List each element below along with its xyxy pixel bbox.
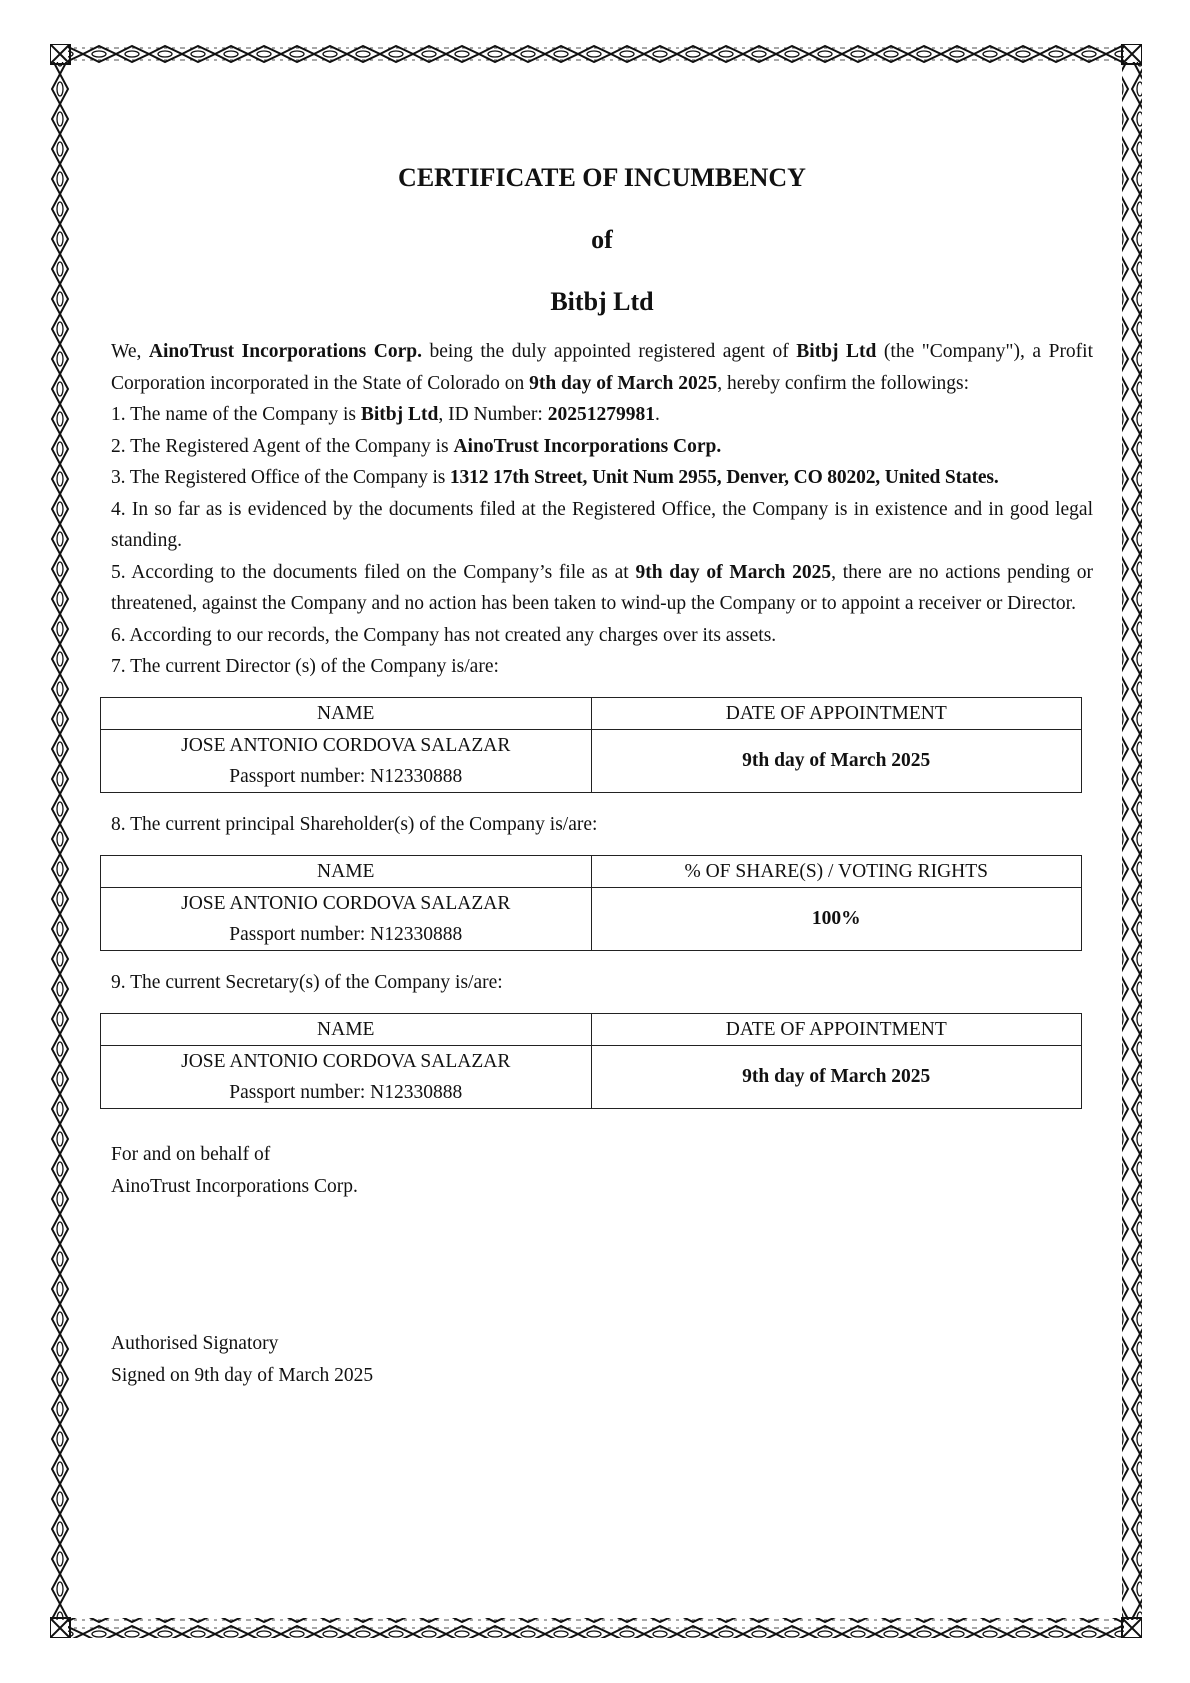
table-header-name: NAME: [101, 855, 592, 888]
table-row: [101, 888, 1082, 951]
shareholders-table: [100, 855, 1082, 952]
agent-name: AinoTrust Incorporations Corp.: [111, 1175, 358, 1197]
signature-space: [111, 1202, 1093, 1328]
company-heading: Bitbj Ltd: [550, 287, 654, 316]
item-7: 7. The current Director (s) of the Company is/are:: [111, 656, 499, 677]
of-line: of: [591, 225, 613, 254]
shareholder-name-cell: JOSE ANTONIO CORDOVA SALAZAR Passport number: N12330888: [101, 888, 592, 951]
signed-date: Signed on 9th day of March 2025: [111, 1364, 374, 1386]
table-header-name: NAME: [101, 1013, 592, 1046]
on-behalf-label: For and on behalf of: [111, 1144, 271, 1165]
item-5: 5. According to the documents filed on the Company’s file as at 9th day of March 2025, there are no actions pending or threatened, against the Company and no action has been taken to wind-up the Company or to appoint a receiver or Director.: [111, 561, 1093, 614]
table-header-date: DATE OF APPOINTMENT: [591, 1013, 1082, 1046]
shareholder-percentage: 100%: [591, 888, 1082, 951]
director-name-cell: JOSE ANTONIO CORDOVA SALAZAR Passport number: N12330888: [101, 730, 592, 793]
item-4: 4. In so far as is evidenced by the documents filed at the Registered Office, the Company is in existence and in good legal standing.: [111, 498, 1093, 551]
secretary-appointment-date: 9th day of March 2025: [591, 1046, 1082, 1109]
table-header-date: DATE OF APPOINTMENT: [591, 697, 1082, 730]
table-header-shares: % OF SHARE(S) / VOTING RIGHTS: [591, 855, 1082, 888]
directors-table: [100, 697, 1082, 794]
table-header-name: NAME: [101, 697, 592, 730]
table-row: [101, 730, 1082, 793]
document-title: CERTIFICATE OF INCUMBENCY: [398, 163, 806, 192]
item-8: 8. The current principal Shareholder(s) of the Company is/are:: [111, 814, 598, 835]
director-appointment-date: 9th day of March 2025: [591, 730, 1082, 793]
item-2: 2. The Registered Agent of the Company is AinoTrust Incorporations Corp.: [111, 435, 722, 457]
item-9: 9. The current Secretary(s) of the Company is/are:: [111, 972, 503, 993]
item-3: 3. The Registered Office of the Company is 1312 17th Street, Unit Num 2955, Denver, CO 80202, United States.: [111, 467, 999, 488]
signature-block: [111, 1139, 1093, 1391]
intro-paragraph: We, AinoTrust Incorporations Corp. being the duly appointed registered agent of Bitbj Ltd (the "Company"), a Profit Corporation incorporated in the State of Colorado on 9th day of March 2025, hereby confirm the followings:: [111, 341, 1094, 394]
table-row: [101, 1046, 1082, 1109]
secretary-name-cell: JOSE ANTONIO CORDOVA SALAZAR Passport number: N12330888: [101, 1046, 592, 1109]
certificate-body: [111, 160, 1093, 1391]
item-6: 6. According to our records, the Company has not created any charges over its assets.: [111, 624, 777, 646]
secretaries-table: [100, 1013, 1082, 1110]
signatory-label: Authorised Signatory: [111, 1333, 279, 1354]
item-1: 1. The name of the Company is Bitbj Ltd, ID Number: 20251279981.: [111, 404, 660, 425]
